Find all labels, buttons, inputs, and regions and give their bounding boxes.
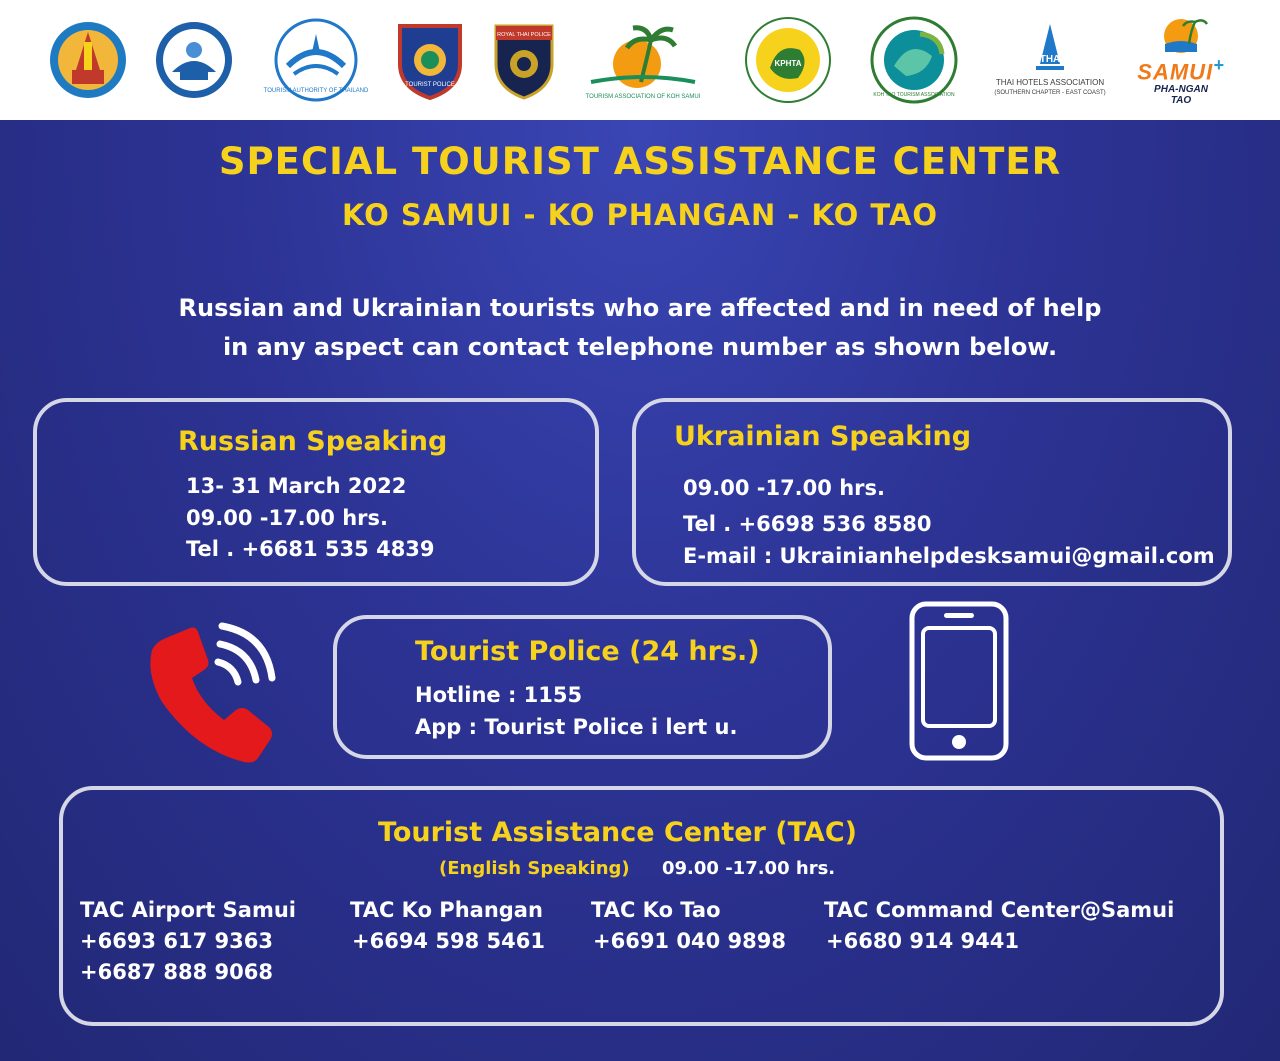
tac-office-phone[interactable]: +6694 598 5461	[352, 929, 545, 953]
samui-phangan-tao-logo	[1126, 12, 1236, 108]
immigration-bureau-logo	[490, 12, 558, 108]
tourist-police-caption: TOURIST POLICE	[405, 82, 455, 88]
ukrainian-phone[interactable]: Tel . +6698 536 8580	[683, 512, 932, 536]
tac-language: (English Speaking)	[439, 858, 630, 879]
russian-hours: 09.00 -17.00 hrs.	[186, 506, 388, 530]
samui-logo-line2: PHA-NGAN	[1154, 83, 1208, 95]
samui-logo-line3: TAO	[1170, 94, 1192, 106]
russian-dates: 13- 31 March 2022	[186, 474, 407, 498]
tac-office-phone[interactable]: +6691 040 9898	[593, 929, 786, 953]
police-heading: Tourist Police (24 hrs.)	[415, 636, 760, 667]
ukrainian-heading: Ukrainian Speaking	[674, 421, 972, 452]
tourism-authority-logo	[263, 12, 369, 108]
tac-office-name: TAC Ko Phangan	[350, 898, 543, 922]
tat-logo-caption: TOURISM AUTHORITY OF THAILAND	[263, 88, 369, 94]
russian-heading: Russian Speaking	[178, 426, 448, 457]
tha-caption-line2: (SOUTHERN CHAPTER - EAST COAST)	[994, 90, 1106, 96]
page-subtitle: KO SAMUI - KO PHANGAN - KO TAO	[341, 198, 939, 232]
tourist-police-logo	[394, 12, 466, 108]
immigration-caption: ROYAL THAI POLICE	[497, 32, 551, 38]
intro-line-2: in any aspect can contact telephone number as shown below.	[222, 333, 1058, 361]
koh-tao-caption: KOH TAO TOURISM ASSOCIATION	[873, 92, 955, 98]
intro-line-1: Russian and Ukrainian tourists who are affected and in need of help	[178, 294, 1102, 322]
page-title: SPECIAL TOURIST ASSISTANCE CENTER	[218, 140, 1062, 183]
tac-office-phone[interactable]: +6693 617 9363	[80, 929, 273, 953]
mobile-phone-icon	[908, 600, 1010, 762]
phone-handset-icon	[138, 620, 288, 770]
samui-logo-plus: +	[1213, 55, 1225, 76]
tac-office-name: TAC Airport Samui	[80, 898, 296, 922]
sound-waves-icon	[218, 626, 272, 682]
tac-office-name: TAC Command Center@Samui	[824, 898, 1175, 922]
tac-office-phone[interactable]: +6687 888 9068	[80, 960, 273, 984]
partner-logo-bar	[0, 0, 1280, 120]
district-seal-logo	[152, 12, 236, 108]
tac-office-phone[interactable]: +6680 914 9441	[826, 929, 1019, 953]
tha-mark: THA	[1039, 54, 1061, 65]
police-hotline[interactable]: Hotline : 1155	[415, 683, 583, 707]
russian-phone[interactable]: Tel . +6681 535 4839	[186, 537, 435, 561]
samui-logo-word: SAMUI	[1137, 59, 1214, 85]
police-app: App : Tourist Police i lert u.	[415, 715, 738, 739]
thai-hotels-association-logo	[988, 12, 1112, 108]
ukrainian-email[interactable]: E-mail : Ukrainianhelpdesksamui@gmail.com	[683, 544, 1215, 568]
kphta-caption: KPHTA	[774, 59, 802, 68]
tac-heading: Tourist Assistance Center (TAC)	[378, 817, 857, 848]
koh-tao-association-logo	[868, 12, 960, 108]
ukrainian-hours: 09.00 -17.00 hrs.	[683, 476, 885, 500]
tac-hours: 09.00 -17.00 hrs.	[662, 858, 836, 879]
tac-office-name: TAC Ko Tao	[591, 898, 721, 922]
tha-caption-line1: THAI HOTELS ASSOCIATION	[995, 78, 1105, 87]
koh-phangan-association-logo	[740, 12, 836, 108]
samui-association-caption: TOURISM ASSOCIATION OF KOH SAMUI	[585, 94, 701, 100]
tourism-association-samui-logo	[580, 12, 706, 108]
provincial-seal-logo	[46, 12, 130, 108]
